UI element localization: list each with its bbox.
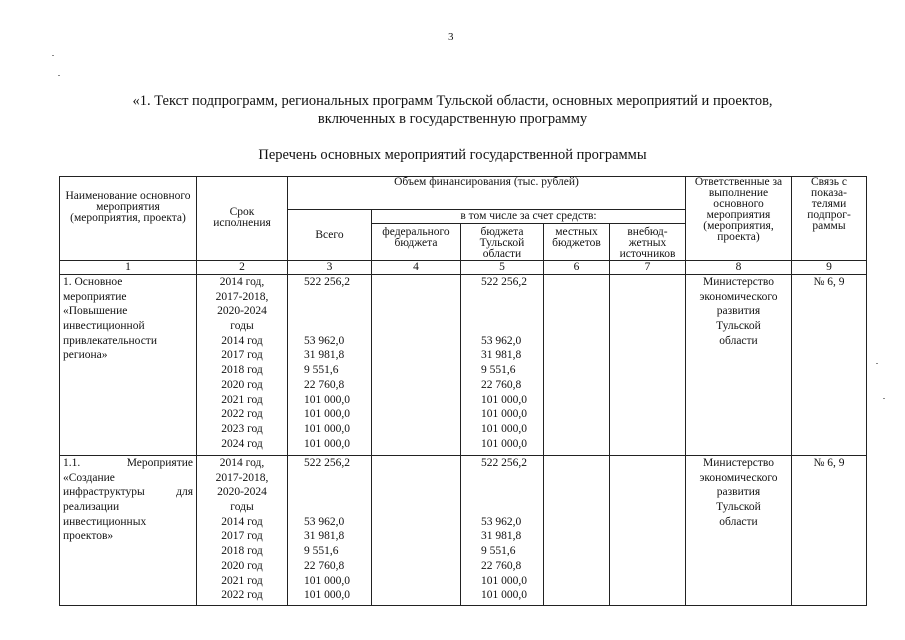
total-value: 53 962,0 — [304, 515, 345, 528]
total-value: 101 000,0 — [304, 393, 350, 406]
scan-speck — [883, 398, 885, 399]
table-row — [60, 275, 867, 456]
responsible-line: области — [719, 334, 758, 347]
responsible-line: Тульской — [716, 320, 761, 333]
term-line: 2014 год — [221, 334, 263, 347]
term-line: 2014 год, — [219, 276, 265, 288]
total-value: 101 000,0 — [304, 437, 350, 450]
column-number: 5 — [461, 261, 544, 275]
row2-terms — [197, 456, 288, 606]
column-number: 8 — [686, 261, 792, 275]
column-number: 1 — [60, 261, 197, 275]
regional-value: 9 551,6 — [481, 545, 516, 558]
header-regional: бюджета Тульской области — [461, 224, 544, 261]
responsible-line: экономического — [699, 290, 778, 303]
regional-value: 31 981,8 — [481, 530, 522, 543]
name-word: 1.1. — [63, 457, 81, 469]
term-line: 2014 год, — [219, 457, 265, 469]
total-value: 22 760,8 — [304, 378, 345, 391]
row1-name-line: региона» — [63, 349, 108, 362]
responsible-line: Министерство — [703, 457, 774, 469]
header-local: местных бюджетов — [544, 224, 610, 261]
regional-value: 101 000,0 — [481, 589, 527, 602]
row2-local — [544, 456, 610, 606]
regional-value — [481, 485, 540, 500]
regional-value: 101 000,0 — [481, 574, 527, 587]
document-heading-line-2: включенных в государственную программу — [317, 111, 588, 127]
row2-extra — [610, 456, 686, 606]
total-value: 101 000,0 — [304, 422, 350, 435]
term-line: 2022 год — [221, 408, 263, 421]
term-line: 2024 год — [221, 437, 263, 450]
total-value: 22 760,8 — [304, 559, 345, 572]
row1-terms — [197, 275, 288, 456]
total-value: 522 256,2 — [304, 276, 350, 288]
total-value — [304, 290, 368, 305]
total-value: 522 256,2 — [304, 457, 350, 469]
term-line: 2017 год — [221, 349, 263, 362]
row2-name-line: проектов» — [63, 530, 114, 543]
regional-value: 101 000,0 — [481, 422, 527, 435]
row2-responsible — [686, 456, 792, 606]
responsible-line: развития — [716, 486, 761, 499]
row2-name-line — [63, 456, 193, 471]
term-line: 2017-2018, — [215, 290, 269, 303]
term-line: 2020 год — [221, 559, 263, 572]
term-line: 2014 год — [221, 515, 263, 528]
term-line: 2020-2024 — [217, 305, 267, 318]
regional-value — [481, 290, 540, 305]
term-line: 2017-2018, — [215, 471, 269, 484]
regional-value — [481, 319, 540, 334]
total-value — [304, 500, 368, 515]
regional-value: 53 962,0 — [481, 515, 522, 528]
total-value: 31 981,8 — [304, 530, 345, 543]
term-line: 2023 год — [221, 422, 263, 435]
row1-regional — [461, 275, 544, 456]
regional-value: 101 000,0 — [481, 437, 527, 450]
regional-value: 53 962,0 — [481, 334, 522, 347]
row2-name — [60, 456, 197, 606]
term-line: 2018 год — [221, 364, 263, 377]
column-number: 9 — [792, 261, 867, 275]
scan-speck — [52, 55, 54, 56]
total-value: 53 962,0 — [304, 334, 345, 347]
row2-name-line: «Создание — [63, 471, 115, 484]
column-number: 7 — [610, 261, 686, 275]
row1-name-line: привлекательности — [63, 334, 157, 347]
header-federal: федерального бюджета — [372, 224, 461, 261]
header-link: Связь с показа-телями подпрог-раммы — [792, 177, 867, 261]
row1-name — [60, 275, 197, 456]
responsible-line: развития — [716, 305, 761, 318]
row1-name-line: 1. Основное — [63, 276, 123, 288]
term-line: 2022 год — [221, 589, 263, 602]
term-line: 2020 год — [221, 378, 263, 391]
page-number: 3 — [448, 31, 454, 43]
name-word: для — [176, 486, 193, 499]
row1-name-line: инвестиционной — [63, 320, 145, 333]
term-line: 2021 год — [221, 393, 263, 406]
row1-responsible — [686, 275, 792, 456]
regional-value: 522 256,2 — [481, 457, 527, 469]
row2-link — [792, 456, 867, 606]
row1-link — [792, 275, 867, 456]
row1-federal — [372, 275, 461, 456]
name-word: инфраструктуры — [63, 486, 145, 499]
scan-speck — [58, 75, 60, 76]
responsible-line: экономического — [699, 471, 778, 484]
total-value — [304, 471, 368, 486]
regional-value: 101 000,0 — [481, 408, 527, 421]
regional-value — [481, 304, 540, 319]
term-line: 2018 год — [221, 545, 263, 558]
term-line: годы — [230, 320, 254, 333]
responsible-line: Тульской — [716, 501, 761, 514]
term-line: 2020-2024 — [217, 486, 267, 499]
total-value: 101 000,0 — [304, 408, 350, 421]
header-volume: Объем финансирования (тыс. рублей) — [288, 177, 686, 210]
regional-value: 31 981,8 — [481, 349, 522, 362]
document-heading-line-1: «1. Текст подпрограмм, региональных программ Тульской области, основных мероприятий и проектов, — [132, 93, 773, 109]
activities-table — [59, 176, 867, 606]
regional-value: 101 000,0 — [481, 393, 527, 406]
total-value — [304, 485, 368, 500]
row2-name-line — [63, 485, 193, 500]
total-value: 9 551,6 — [304, 364, 339, 377]
header-name: Наименование основного мероприятия (мероприятия, проекта) — [60, 177, 197, 261]
column-number: 2 — [197, 261, 288, 275]
row1-extra — [610, 275, 686, 456]
header-responsible: Ответственные за выполнение основного мероприятия (мероприятия, проекта) — [686, 177, 792, 261]
total-value: 101 000,0 — [304, 589, 350, 602]
regional-value — [481, 500, 540, 515]
term-line: 2021 год — [221, 574, 263, 587]
regional-value — [481, 471, 540, 486]
row2-name-line: инвестиционных — [63, 515, 147, 528]
total-value — [304, 304, 368, 319]
column-number: 6 — [544, 261, 610, 275]
indicator-link: № 6, 9 — [813, 276, 845, 288]
table-caption: Перечень основных мероприятий государственной программы — [258, 147, 647, 163]
scan-speck — [876, 363, 878, 364]
row1-local — [544, 275, 610, 456]
name-word: Мероприятие — [126, 457, 193, 469]
total-value: 101 000,0 — [304, 574, 350, 587]
table-row — [60, 456, 867, 606]
column-number: 3 — [288, 261, 372, 275]
regional-value: 22 760,8 — [481, 378, 522, 391]
row2-totals — [288, 456, 372, 606]
total-value — [304, 319, 368, 334]
regional-value: 522 256,2 — [481, 276, 527, 288]
responsible-line: области — [719, 515, 758, 528]
row1-name-line: «Повышение — [63, 305, 128, 318]
regional-value: 22 760,8 — [481, 559, 522, 572]
responsible-line: Министерство — [703, 276, 774, 288]
term-line: годы — [230, 501, 254, 514]
indicator-link: № 6, 9 — [813, 457, 845, 469]
column-number: 4 — [372, 261, 461, 275]
regional-value: 9 551,6 — [481, 364, 516, 377]
row2-name-line: реализации — [63, 501, 120, 514]
row2-federal — [372, 456, 461, 606]
row1-name-line: мероприятие — [63, 290, 127, 303]
total-value: 31 981,8 — [304, 349, 345, 362]
header-total: Всего — [288, 210, 372, 261]
total-value: 9 551,6 — [304, 545, 339, 558]
header-including: в том числе за счет средств: — [372, 210, 686, 224]
row1-totals — [288, 275, 372, 456]
term-line: 2017 год — [221, 530, 263, 543]
header-extra: внебюд-жетных источников — [610, 224, 686, 261]
header-term: Срок исполнения — [197, 177, 288, 261]
row2-regional — [461, 456, 544, 606]
